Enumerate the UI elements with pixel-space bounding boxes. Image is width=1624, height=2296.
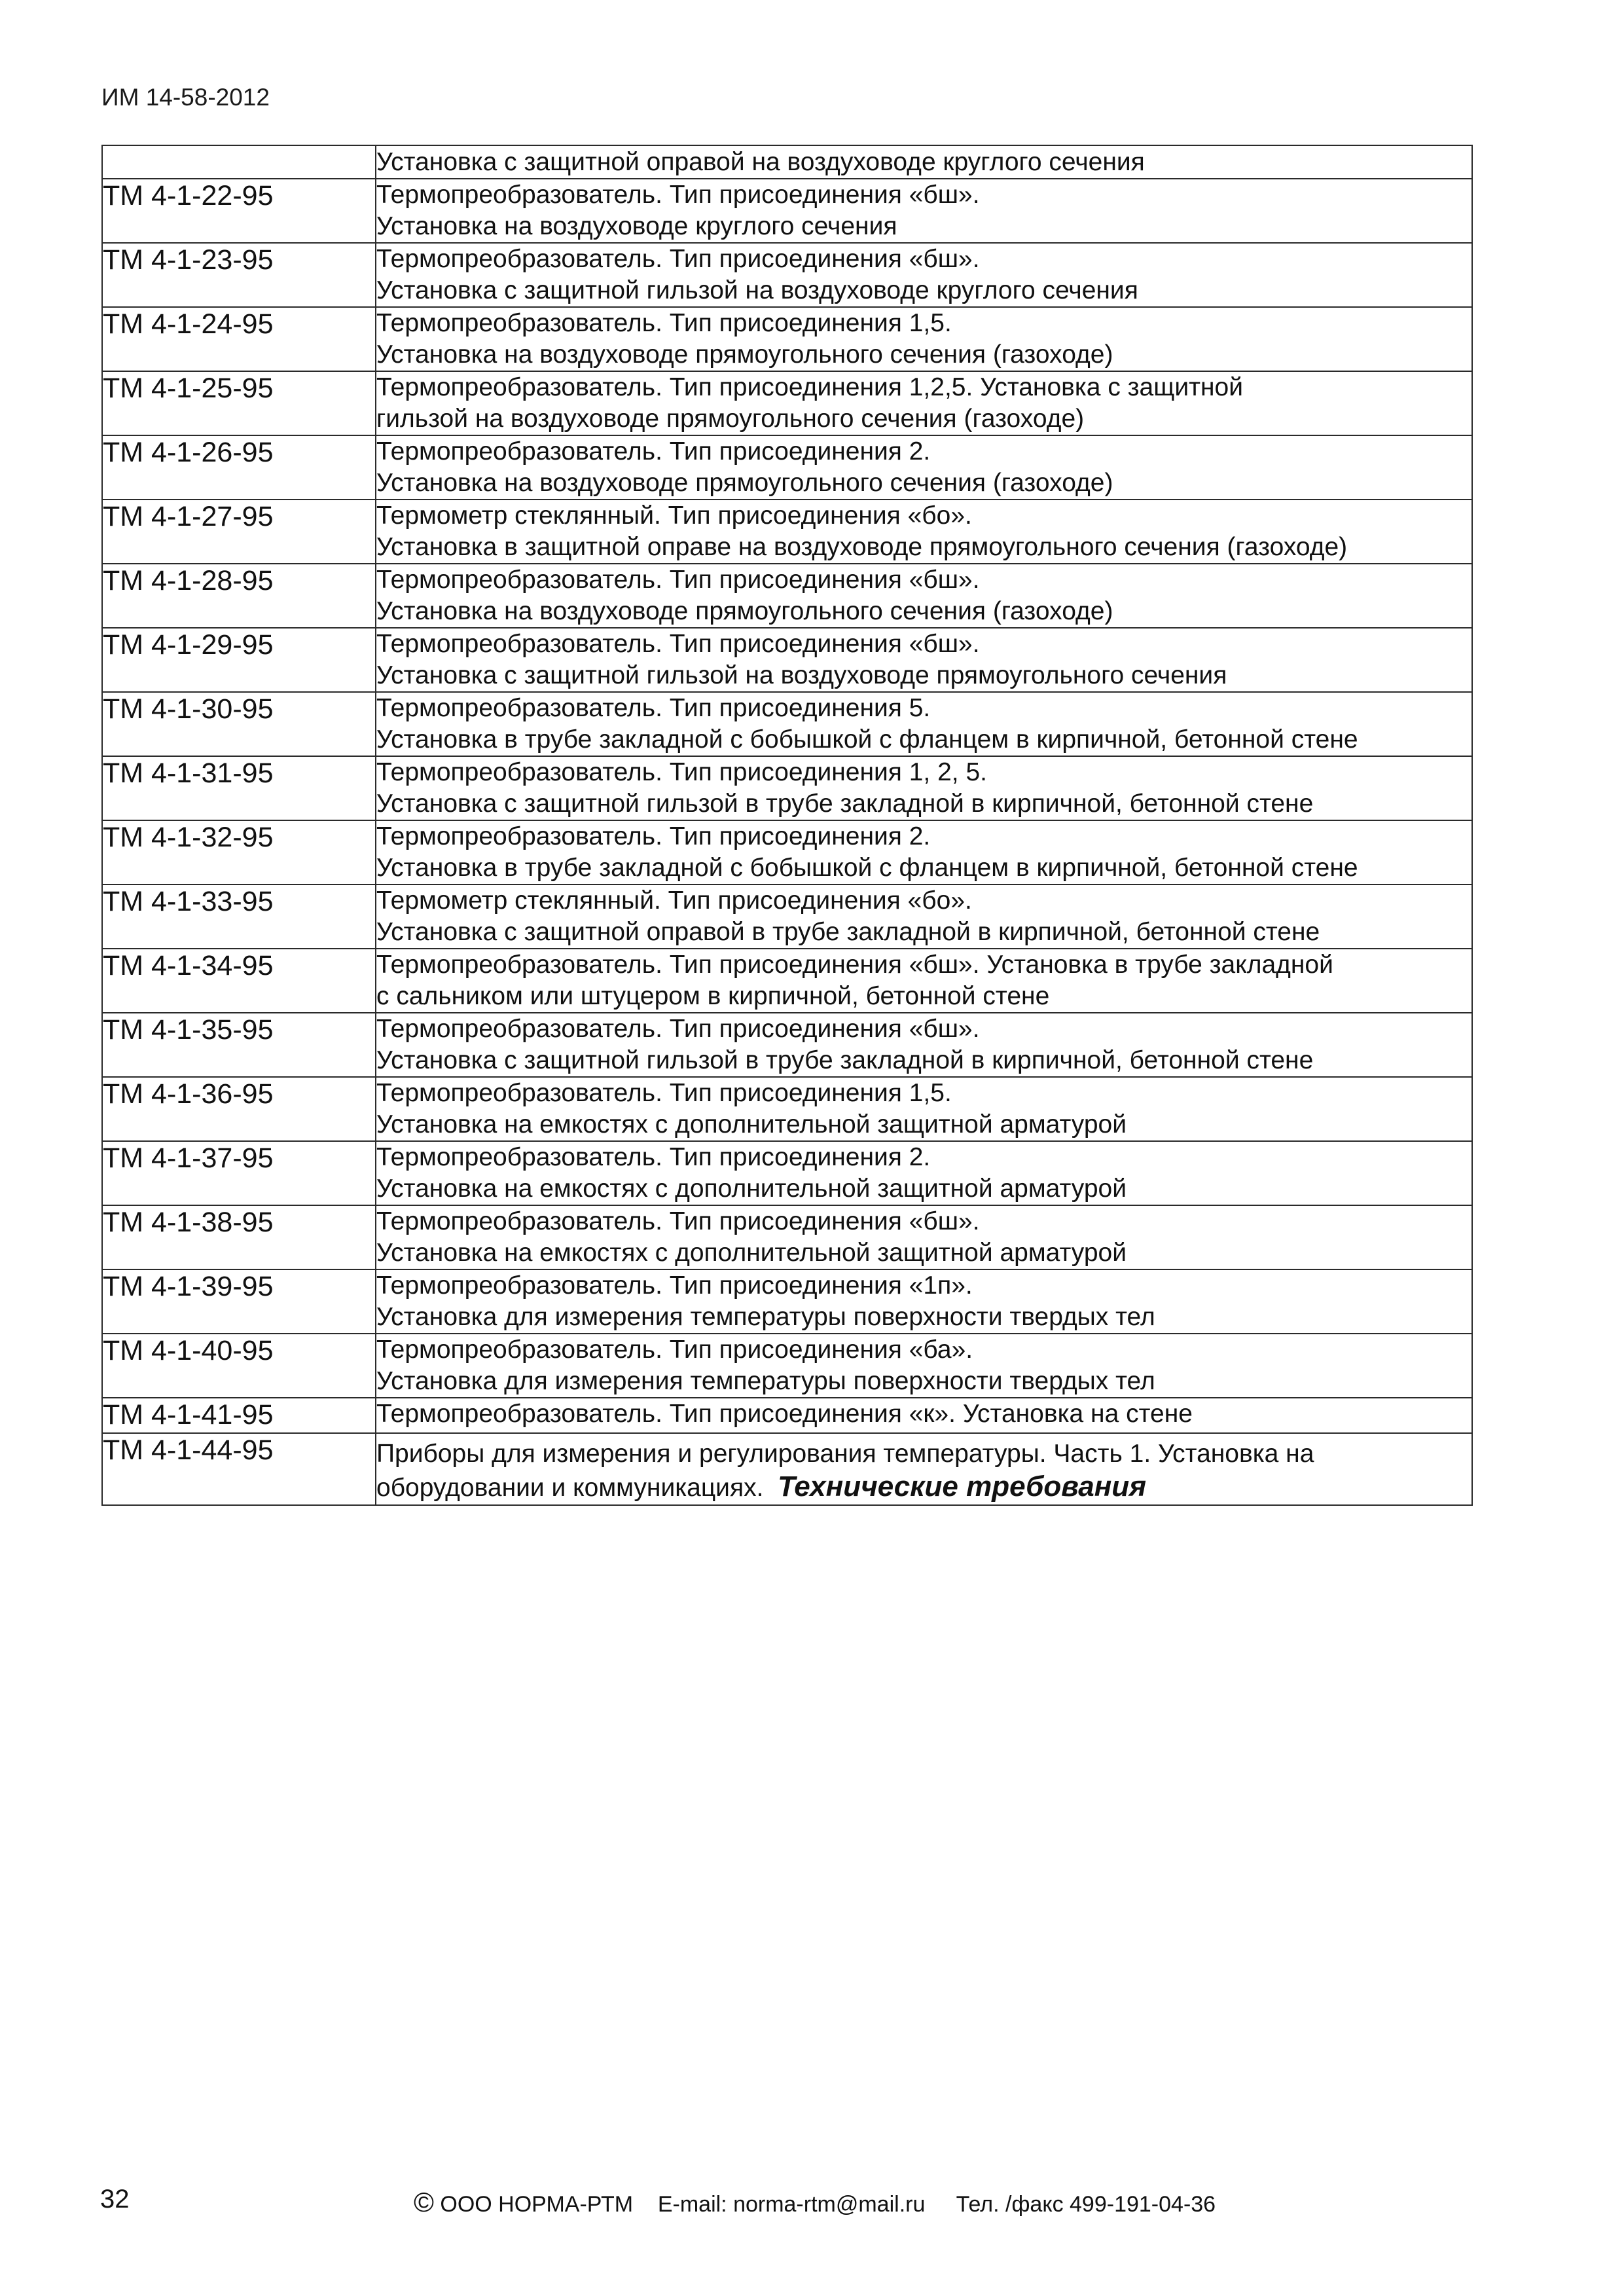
description-cell [376,1013,1472,1077]
footer-email: E-mail: norma-rtm@mail.ru [633,2192,926,2217]
description-line: Термометр стеклянный. Тип присоединения «бо». [376,501,972,530]
document-id: ИМ 14-58-2012 [101,84,270,111]
page-number: 32 [100,2185,130,2214]
description-line: гильзой на воздуховоде прямоугольного сечения (газоходе) [376,405,1085,433]
description-line: Термопреобразователь. Тип присоединения 2. [376,437,931,465]
description-cell [376,564,1472,628]
code-cell: ТМ 4-1-39-95 [102,1269,376,1334]
description-line: Термопреобразователь. Тип присоединения «бш». [376,245,980,273]
description-cell [376,949,1472,1013]
code-cell: ТМ 4-1-37-95 [102,1141,376,1205]
description-cell [376,820,1472,884]
table-row [102,884,1472,949]
description-line: Установка на емкостях с дополнительной защитной арматурой [376,1110,1127,1139]
code-cell: ТМ 4-1-23-95 [102,243,376,307]
description-line: Термометр стеклянный. Тип присоединения «бо». [376,886,972,915]
code-cell: ТМ 4-1-38-95 [102,1205,376,1269]
description-cell [376,628,1472,692]
table-row [102,371,1472,435]
description-line: Установка в трубе закладной с бобышкой с фланцем в кирпичной, бетонной стене [376,854,1358,882]
description-cell [376,1141,1472,1205]
description-line: Термопреобразователь. Тип присоединения «1п». [376,1271,973,1300]
description-line: Установка на емкостях с дополнительной защитной арматурой [376,1239,1127,1267]
table-row [102,1141,1472,1205]
description-line: Установка с защитной гильзой на воздуховоде прямоугольного сечения [376,661,1227,689]
table-row [102,1398,1472,1433]
footer-phone: Тел. /факс 499-191-04-36 [925,2192,1216,2217]
table-row [102,1433,1472,1505]
description-line: Установка с защитной гильзой на воздуховоде круглого сечения [376,276,1138,304]
table-row [102,1205,1472,1269]
description-cell [376,1269,1472,1334]
description-text: оборудовании и коммуникациях. [376,1474,778,1502]
description-line: Установка на воздуховоде прямоугольного сечения (газоходе) [376,469,1113,497]
code-cell [102,145,376,179]
description-line: Термопреобразователь. Тип присоединения 1,5. [376,1079,952,1107]
description-line: Установка на воздуховоде прямоугольного сечения (газоходе) [376,597,1113,625]
description-line: Термопреобразователь. Тип присоединения «бш». [376,1207,980,1235]
code-cell: ТМ 4-1-25-95 [102,371,376,435]
technical-requirements-label: Технические требования [778,1470,1147,1503]
table-row [102,1077,1472,1141]
description-line: Установка с защитной гильзой в трубе закладной в кирпичной, бетонной стене [376,790,1314,818]
description-line: Термопреобразователь. Тип присоединения «бш». Установка в трубе закладной [376,951,1333,979]
description-line [376,1470,1471,1504]
description-cell [376,692,1472,756]
code-cell: ТМ 4-1-29-95 [102,628,376,692]
table-row [102,500,1472,564]
copyright-icon: © [414,2187,434,2217]
code-cell: ТМ 4-1-35-95 [102,1013,376,1077]
description-line: Термопреобразователь. Тип присоединения 5. [376,694,931,722]
description-cell [376,243,1472,307]
description-line: Термопреобразователь. Тип присоединения «бш». [376,566,980,594]
table-row [102,307,1472,371]
description-line: Установка с защитной оправой в трубе закладной в кирпичной, бетонной стене [376,918,1320,946]
description-line: с сальником или штуцером в кирпичной, бетонной стене [376,982,1050,1010]
footer-company: ООО НОРМА-РТМ [433,2192,634,2217]
description-line: Установка на воздуховоде круглого сечения [376,212,897,240]
code-cell: ТМ 4-1-22-95 [102,179,376,243]
description-line: Термопреобразователь. Тип присоединения 1,2,5. Установка с защитной [376,373,1243,401]
description-cell [376,1205,1472,1269]
description-line: Термопреобразователь. Тип присоединения «бш». [376,1015,980,1043]
table-row [102,145,1472,179]
code-cell: ТМ 4-1-41-95 [102,1398,376,1433]
table-row [102,243,1472,307]
description-line: Установка с защитной гильзой в трубе закладной в кирпичной, бетонной стене [376,1046,1314,1074]
description-line: Термопреобразователь. Тип присоединения «бш». [376,181,980,209]
description-cell [376,435,1472,500]
description-cell [376,179,1472,243]
description-line: Установка для измерения температуры поверхности твердых тел [376,1303,1155,1331]
description-cell [376,371,1472,435]
table-row [102,756,1472,820]
code-cell: ТМ 4-1-30-95 [102,692,376,756]
table-row [102,1269,1472,1334]
table-row [102,1334,1472,1398]
description-cell [376,756,1472,820]
table-row [102,692,1472,756]
description-line: Установка на воздуховоде прямоугольного сечения (газоходе) [376,340,1113,369]
description-line: Установка в трубе закладной с бобышкой с фланцем в кирпичной, бетонной стене [376,725,1358,754]
code-cell: ТМ 4-1-33-95 [102,884,376,949]
description-line: Термопреобразователь. Тип присоединения «к». Установка на стене [376,1400,1193,1428]
description-cell [376,1334,1472,1398]
description-cell [376,500,1472,564]
code-cell: ТМ 4-1-26-95 [102,435,376,500]
code-cell: ТМ 4-1-32-95 [102,820,376,884]
description-line: Термопреобразователь. Тип присоединения 1, 2, 5. [376,758,987,786]
description-cell [376,307,1472,371]
code-cell: ТМ 4-1-24-95 [102,307,376,371]
description-line: Установка для измерения температуры поверхности твердых тел [376,1367,1155,1395]
table-row [102,820,1472,884]
code-cell: ТМ 4-1-34-95 [102,949,376,1013]
code-cell: ТМ 4-1-36-95 [102,1077,376,1141]
standards-table [101,145,1473,1506]
code-cell: ТМ 4-1-31-95 [102,756,376,820]
description-line: Установка на емкостях с дополнительной защитной арматурой [376,1175,1127,1203]
code-cell: ТМ 4-1-40-95 [102,1334,376,1398]
table-row [102,949,1472,1013]
description-line: Термопреобразователь. Тип присоединения 2. [376,822,931,850]
table-row [102,628,1472,692]
table-row [102,1013,1472,1077]
description-cell [376,884,1472,949]
description-line: Установка в защитной оправе на воздуховоде прямоугольного сечения (газоходе) [376,533,1348,561]
description-line: Термопреобразователь. Тип присоединения 2. [376,1143,931,1171]
description-line: Термопреобразователь. Тип присоединения 1,5. [376,309,952,337]
description-line: Приборы для измерения и регулирования температуры. Часть 1. Установка на [376,1440,1314,1468]
code-cell: ТМ 4-1-27-95 [102,500,376,564]
description-cell [376,1398,1472,1433]
description-cell: Установка с защитной оправой на воздуховоде круглого сечения [376,145,1472,179]
description-cell [376,1077,1472,1141]
description-line: Термопреобразователь. Тип присоединения «бш». [376,630,980,658]
code-cell: ТМ 4-1-44-95 [102,1433,376,1505]
table-row [102,179,1472,243]
description-line: Термопреобразователь. Тип присоединения «ба». [376,1336,973,1364]
code-cell: ТМ 4-1-28-95 [102,564,376,628]
footer-copyright [414,2187,1216,2218]
table-row [102,435,1472,500]
table-row [102,564,1472,628]
description-cell [376,1433,1472,1505]
